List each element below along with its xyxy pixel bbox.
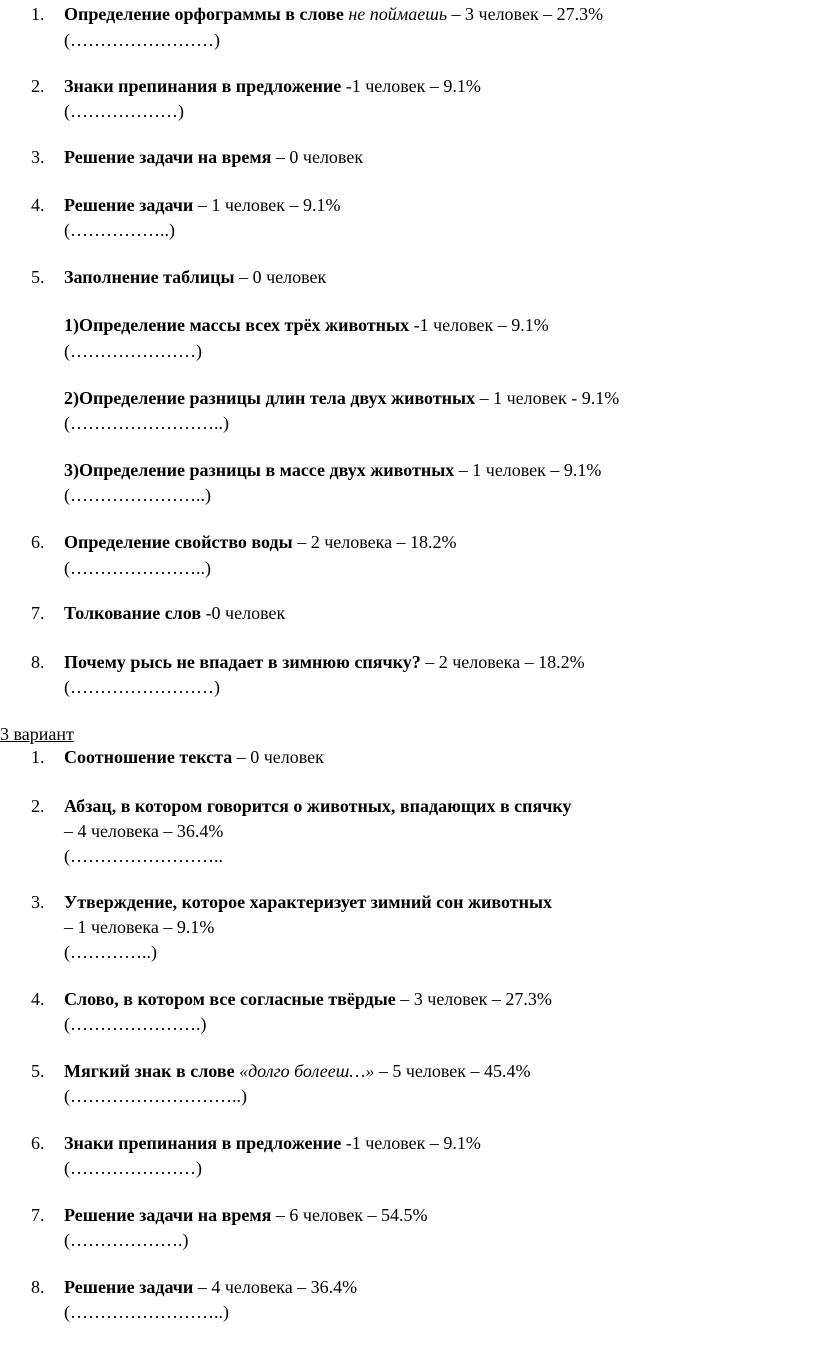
- item-text: Почему рысь не впадает в зимнюю спячку? – 2 человека – 18.2%: [64, 652, 585, 672]
- item-text: Решение задачи – 1 человек – 9.1%: [64, 195, 341, 215]
- item-number: 2.: [31, 76, 45, 96]
- item-text: Заполнение таблицы – 0 человек: [64, 267, 327, 287]
- item-number: 8.: [31, 1277, 45, 1297]
- item-text: Знаки препинания в предложение -1 человек – 9.1%: [64, 76, 481, 96]
- item-text: Слово, в котором все согласные твёрдые – 3 человек – 27.3%: [64, 989, 552, 1009]
- item-number: 4.: [31, 195, 45, 215]
- answer-blank: (………………….): [64, 1014, 207, 1034]
- item-text: 1)Определение массы всех трёх животных -1 человек – 9.1%: [64, 315, 549, 335]
- answer-blank: (……………….): [64, 1230, 189, 1250]
- item-number: 8.: [31, 652, 45, 672]
- item-number: 5.: [31, 1061, 45, 1081]
- item-number: 4.: [31, 989, 45, 1009]
- answer-blank: (……………………..): [64, 413, 229, 433]
- item-text: Решение задачи на время – 0 человек: [64, 147, 364, 167]
- item-text: Определение орфограммы в слове не поймаешь – 3 человек – 27.3%: [64, 4, 604, 24]
- answer-blank: (……………………): [64, 677, 220, 697]
- answer-blank: (…………..): [64, 942, 157, 962]
- answer-blank: (…………………): [64, 341, 202, 361]
- item-number: 7.: [31, 603, 45, 623]
- item-text: Определение свойство воды – 2 человека – 18.2%: [64, 532, 457, 552]
- item-number: 2.: [31, 796, 45, 816]
- item-text: Соотношение текста – 0 человек: [64, 747, 324, 767]
- answer-blank: (……………………): [64, 30, 220, 50]
- answer-blank: (…………………..): [64, 558, 211, 578]
- item-number: 5.: [31, 267, 45, 287]
- answer-blank: (…………………..): [64, 485, 211, 505]
- item-number: 6.: [31, 532, 45, 552]
- item-text: Знаки препинания в предложение -1 человек – 9.1%: [64, 1133, 481, 1153]
- item-text: Толкование слов -0 человек: [64, 603, 286, 623]
- answer-blank: (…………………): [64, 1158, 202, 1178]
- answer-blank: (………………): [64, 101, 184, 121]
- item-text: Решение задачи – 4 человека – 36.4%: [64, 1277, 358, 1297]
- answer-blank: (………………………..): [64, 1086, 247, 1106]
- item-text: Решение задачи на время – 6 человек – 54.5%: [64, 1205, 428, 1225]
- item-number: 1.: [31, 4, 45, 24]
- item-number: 7.: [31, 1205, 45, 1225]
- answer-blank: (……………………..): [64, 1302, 229, 1322]
- item-text: Абзац, в котором говорится о животных, впадающих в спячку: [64, 796, 572, 816]
- item-result: – 1 человека – 9.1%: [64, 917, 215, 937]
- answer-blank: (……………..): [64, 220, 175, 240]
- variant-heading: 3 вариант: [0, 724, 74, 744]
- item-number: 3.: [31, 892, 45, 912]
- item-text: Мягкий знак в слове «долго болееш…» – 5 человек – 45.4%: [64, 1061, 531, 1081]
- answer-blank: (……………………..: [64, 846, 223, 866]
- item-number: 3.: [31, 147, 45, 167]
- item-number: 6.: [31, 1133, 45, 1153]
- item-text: 2)Определение разницы длин тела двух животных – 1 человек - 9.1%: [64, 388, 620, 408]
- item-text: Утверждение, которое характеризует зимний сон животных: [64, 892, 553, 912]
- item-result: – 4 человека – 36.4%: [64, 821, 224, 841]
- item-number: 1.: [31, 747, 45, 767]
- item-text: 3)Определение разницы в массе двух животных – 1 человек – 9.1%: [64, 460, 602, 480]
